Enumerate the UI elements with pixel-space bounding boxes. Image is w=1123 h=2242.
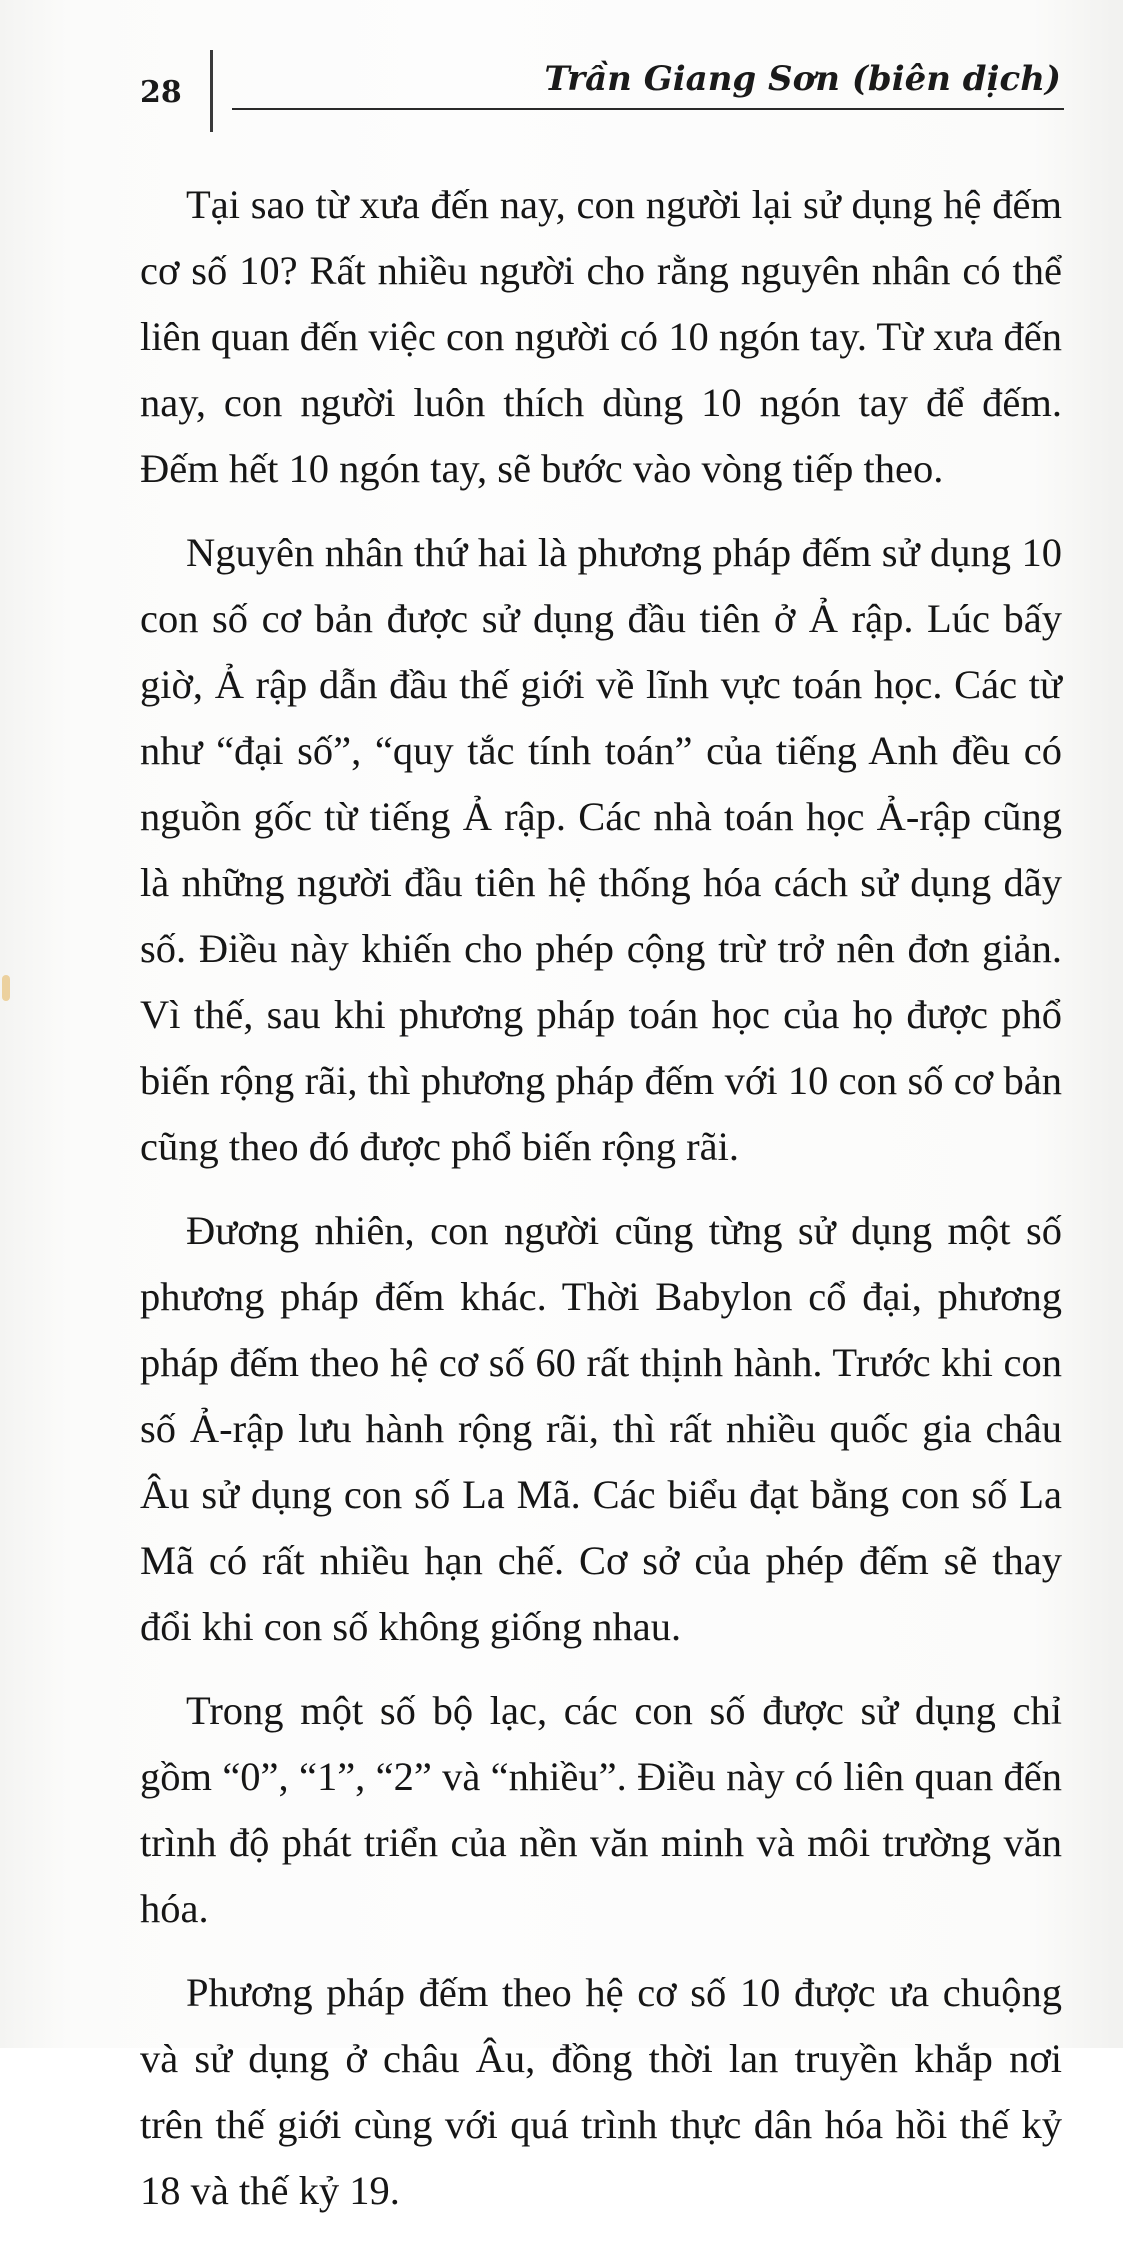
paragraph: Trong một số bộ lạc, các con số được sử dụng chỉ gồm “0”, “1”, “2” và “nhiều”. Điều này có liên quan đến trình độ phát triển của nền văn minh và môi trường văn hóa.: [140, 1688, 1062, 1931]
body-text: [140, 172, 1062, 2242]
page-edge-mark: [2, 975, 10, 1001]
page-number: 28: [140, 75, 182, 110]
header-author: Trần Giang Sơn (biên dịch): [544, 59, 1061, 99]
paragraph: Tại sao từ xưa đến nay, con người lại sử dụng hệ đếm cơ số 10? Rất nhiều người cho rằng nguyên nhân có thể liên quan đến việc con người có 10 ngón tay. Từ xưa đến nay, con người luôn thích dùng 10 ngón tay để đếm. Đếm hết 10 ngón tay, sẽ bước vào vòng tiếp theo.: [140, 182, 1062, 491]
paragraph: Nguyên nhân thứ hai là phương pháp đếm sử dụng 10 con số cơ bản được sử dụng đầu tiên ở Ả rập. Lúc bấy giờ, Ả rập dẫn đầu thế giới về lĩnh vực toán học. Các từ như “đại số”, “quy tắc tính toán” của tiếng Anh đều có nguồn gốc từ tiếng Ả rập. Các nhà toán học Ả-rập cũng là những người đầu tiên hệ thống hóa cách sử dụng dãy số. Điều này khiến cho phép cộng trừ trở nên đơn giản. Vì thế, sau khi phương pháp toán học của họ được phổ biến rộng rãi, thì phương pháp đếm với 10 con số cơ bản cũng theo đó được phổ biến rộng rãi.: [140, 530, 1062, 1169]
paragraph: Phương pháp đếm theo hệ cơ số 10 được ưa chuộng và sử dụng ở châu Âu, đồng thời lan truyền khắp nơi trên thế giới cùng với quá trình thực dân hóa hồi thế kỷ 18 và thế kỷ 19.: [140, 1970, 1062, 2213]
header-vertical-rule: [210, 50, 213, 132]
page-header: [0, 0, 1123, 140]
header-horizontal-rule: [232, 108, 1064, 110]
paragraph: Đương nhiên, con người cũng từng sử dụng một số phương pháp đếm khác. Thời Babylon cổ đại, phương pháp đếm theo hệ cơ số 60 rất thịnh hành. Trước khi con số Ả-rập lưu hành rộng rãi, thì rất nhiều quốc gia châu Âu sử dụng con số La Mã. Các biểu đạt bằng con số La Mã có rất nhiều hạn chế. Cơ sở của phép đếm sẽ thay đổi khi con số không giống nhau.: [140, 1208, 1062, 1649]
